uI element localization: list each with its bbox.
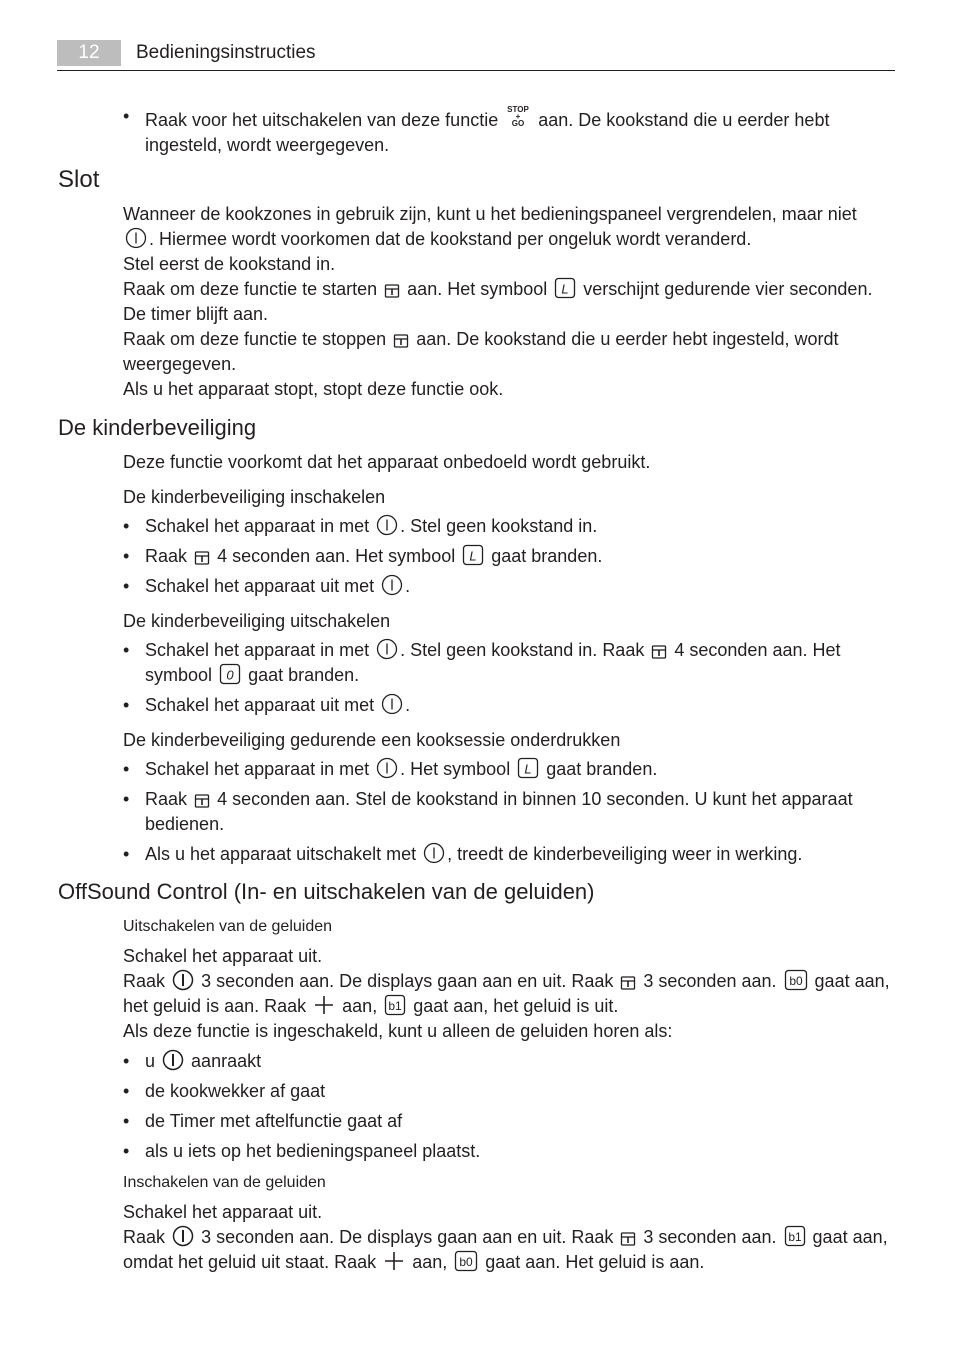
list-item: • Schakel het apparaat uit met . — [123, 695, 411, 715]
list-item: • Schakel het apparaat in met . Het symbool L gaat branden. — [123, 759, 658, 779]
list-item: • de Timer met aftelfunctie gaat af — [123, 1111, 403, 1131]
list-item: • Schakel het apparaat in met . Stel geen kookstand in. — [123, 516, 598, 536]
lock-key-icon — [393, 331, 409, 349]
list-item: • u aanraakt — [123, 1051, 262, 1071]
kinder-intro: Deze functie voorkomt dat het apparaat onbedoeld wordt gebruikt. — [123, 452, 651, 472]
svg-text:b0: b0 — [459, 1255, 473, 1269]
svg-text:STOP: STOP — [507, 105, 530, 114]
lock-key-icon — [194, 548, 210, 566]
on-off-icon — [381, 693, 403, 715]
list-item: • Schakel het apparaat in met . Stel geen kookstand in. Raak 4 seconden aan. Het symbool 0 gaat branden. — [123, 640, 841, 685]
running-title: Bedieningsinstructies — [136, 42, 316, 63]
display-0-icon — [219, 663, 241, 685]
slot-paragraph: Wanneer de kookzones in gebruik zijn, kunt u het bedieningspaneel vergrendelen, maar niet . Hiermee wordt voorkomen dat de kookstand per ongeluk wordt veranderd. Stel eerst de kookstand in. Raak om deze functie te starten aan. Het symbool L verschijnt gedurende vier seconden. De timer blijft aan. Raak om deze functie te stoppen aan. De kookstand die u eerder hebt ingesteld, wordt weergegeven. Als u het apparaat stopt, stopt deze functie ook. — [123, 204, 873, 399]
list-item: • als u iets op het bedieningspaneel plaatst. — [123, 1141, 481, 1161]
display-b1-icon — [784, 1225, 806, 1247]
list-item: • Raak 4 seconden aan. Het symbool L gaat branden. — [123, 546, 603, 566]
on-off-icon — [381, 574, 403, 596]
svg-text:L: L — [561, 281, 569, 297]
svg-text:+: + — [515, 112, 521, 121]
subheading-kooksessie: De kinderbeveiliging gedurende een kooksessie onderdrukken — [123, 730, 621, 750]
offsound-uit-paragraph: Schakel het apparaat uit. Raak 3 seconden aan. De displays gaan aan en uit. Raak 3 seconden aan. b0 gaat aan, het geluid is aan. Raak aan, b1 gaat aan, het geluid is uit. Als deze functie is ingeschakeld, kunt u alleen de geluiden horen als: — [123, 946, 890, 1041]
display-L-icon — [517, 757, 539, 779]
on-off-icon — [376, 514, 398, 536]
lock-key-icon — [651, 642, 667, 660]
list-item: • Raak voor het uitschakelen van deze functie STOP + GO aan. De kookstand die u eerder hebt ingesteld, wordt weergegeven. — [123, 105, 830, 155]
on-off-icon — [162, 1049, 184, 1071]
on-off-icon — [376, 638, 398, 660]
on-off-icon — [423, 842, 445, 864]
section-heading-kinderbeveiliging: De kinderbeveiliging — [58, 415, 257, 440]
subheading-inschakelen-geluiden: Inschakelen van de geluiden — [123, 1174, 326, 1191]
lock-key-icon — [194, 791, 210, 809]
list-item: • Als u het apparaat uitschakelt met , treedt de kinderbeveiliging weer in werking. — [123, 844, 803, 864]
section-heading-offsound: OffSound Control (In- en uitschakelen van de geluiden) — [58, 879, 595, 904]
lock-key-icon — [384, 281, 400, 299]
subheading-inschakelen: De kinderbeveiliging inschakelen — [123, 487, 386, 507]
plus-icon — [313, 994, 335, 1016]
on-off-icon — [125, 227, 147, 249]
display-b0-icon — [784, 969, 808, 991]
display-b0-icon — [454, 1250, 478, 1272]
offsound-in-paragraph: Schakel het apparaat uit. Raak 3 seconden aan. De displays gaan aan en uit. Raak 3 seconden aan. b1 gaat aan, omdat het geluid uit staat. Raak aan, b0 gaat aan. Het geluid is aan. — [123, 1202, 888, 1272]
display-L-icon — [462, 544, 484, 566]
svg-text:L: L — [469, 548, 477, 564]
section-heading-slot: Slot — [58, 166, 100, 193]
display-L-icon — [554, 277, 576, 299]
lock-key-icon — [620, 973, 636, 991]
svg-text:b1: b1 — [787, 1230, 802, 1244]
subheading-uitschakelen-geluiden: Uitschakelen van de geluiden — [123, 918, 333, 935]
list-item: • Raak 4 seconden aan. Stel de kookstand in binnen 10 seconden. U kunt het apparaat bedienen. — [123, 789, 853, 834]
svg-text:b1: b1 — [388, 999, 402, 1013]
on-off-icon — [376, 757, 398, 779]
lock-key-icon — [620, 1229, 636, 1247]
stop-go-icon — [505, 104, 531, 128]
on-off-icon — [172, 1225, 194, 1247]
svg-text:L: L — [524, 761, 532, 777]
svg-text:GO: GO — [512, 119, 525, 128]
display-b1-icon — [384, 994, 406, 1016]
list-item: • de kookwekker af gaat — [123, 1081, 326, 1101]
list-item: • Schakel het apparaat uit met . — [123, 576, 411, 596]
plus-icon — [383, 1250, 405, 1272]
subheading-uitschakelen: De kinderbeveiliging uitschakelen — [123, 611, 391, 631]
page-number: 12 — [57, 40, 121, 66]
on-off-icon — [172, 969, 194, 991]
page-header — [57, 40, 895, 71]
svg-text:b0: b0 — [788, 974, 803, 988]
svg-text:0: 0 — [226, 667, 234, 683]
